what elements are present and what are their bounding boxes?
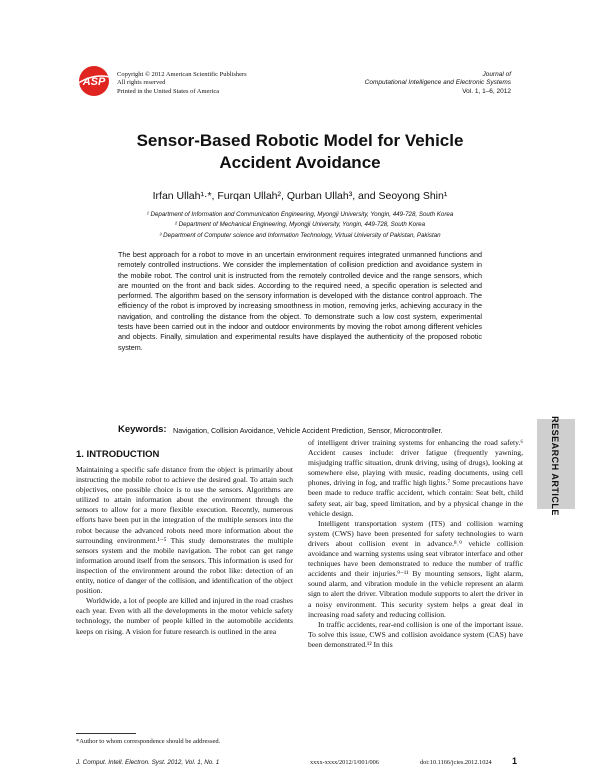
copyright-block: [117, 71, 247, 96]
column-right: [308, 438, 523, 650]
abstract: The best approach for a robot to move in an uncertain environment requires integrated unmanned functions and remotely controlled instructions. We consider the implementation of collision prediction and avoidance system in the mobile robot. The control unit is instructed from the remotely controlled device and the range sensors, which are mounted on the front and back sides. According to the required need, a specific operation is selected and performed. The algorithm based on the sensory information is developed with the distance control approach. The efficiency of the robot is improved by increasing smoothness in motion, removing jerks, achieving accuracy in the navigation, and controlling the distance from the object. To demonstrate such a low cost system, experimental tests have been carried out in the indoor and outdoor environments by moving the robot among different vehicles and objects. Finally, simulation and experimental results have displayed the authenticity of the proposed robotic system.: [118, 250, 482, 352]
title-line-2: Accident Avoidance: [219, 153, 381, 172]
journal-block: [365, 71, 511, 96]
logo-text: ASP: [82, 76, 106, 88]
paragraph: In traffic accidents, rear-end collision is one of the important issue. To solve this issue, CWS and collision avoidance system (CAS) have been demonstrated.¹² In this: [308, 619, 523, 649]
title-line-1: Sensor-Based Robotic Model for Vehicle: [136, 131, 464, 150]
section-heading: 1. INTRODUCTION: [76, 449, 160, 460]
affiliation-1: ¹ Department of Information and Communication Engineering, Myongji University, Yongin, 449-728, South Korea: [146, 211, 454, 218]
footnote-rule: [76, 733, 136, 734]
journal-name: Computational Intelligence and Electronic Systems: [364, 79, 511, 87]
keywords-label: Keywords:: [118, 424, 167, 435]
article-title: [0, 130, 600, 174]
affiliations: [0, 210, 600, 241]
affiliation-2: ² Department of Mechanical Engineering, Myongji University, Yongin, 449-728, South Korea: [174, 221, 426, 229]
column-left: [76, 465, 293, 637]
footer-issn: xxxx-xxxx/2012/1/001/006: [310, 759, 379, 766]
page-number: 1: [512, 756, 518, 766]
paragraph: Maintaining a specific safe distance from the object is primarily about instructing the mobile robot to achieve the desired goal. To attain such objectives, one possible choice is to use the sensors. Algorithms are utilized to attain information about the environment through the sensors to allow for a more flexible execution. Recently, numerous efforts have been put in the integration of the multiple sensors into the robot because the advanced robots need more information about the surrounding environment.¹⁻⁵ This study demonstrates the multiple sensors system and the mobile navigation. The robot can get range information around itself from the sensors. This information is used for inspection of the environment around the robot like: detection of an entity, notice of danger of the collision, and identification of the object position.: [76, 465, 293, 596]
volume-line: Vol. 1, 1–6, 2012: [462, 87, 511, 95]
footer-journal-ref: J. Comput. Intell. Electron. Syst. 2012, Vol. 1, No. 1: [76, 759, 220, 766]
footer-doi: doi:10.1166/jcies.2012.1024: [420, 759, 492, 766]
journal-label: Journal of: [482, 71, 511, 78]
paragraph: Worldwide, a lot of people are killed and injured in the road crashes each year. Even with all the developments in the motor vehicle safety technology, the number of people killed in the automobile accidents keeps on rising. A vision for future research is outlined in the area: [76, 596, 293, 636]
paragraph: of intelligent driver training systems for enhancing the road safety.⁶ Accident causes include: driver fatigue (frequently yawning, misjudging traffic situation, drunk driving, using of drugs), looking at somewhere else, playing with music, reading documents, using cell phones, driving in fog, and traffic high lights.⁷ Some precautions have been made to reduce traffic accident, which contain: Seat belt, child safety seat, air bag, speed limitation, and by a physical change in the vehicle design.: [308, 438, 523, 518]
copyright-line: Copyright © 2012 American Scientific Publishers: [117, 71, 247, 78]
rights-line: All rights reserved: [117, 79, 166, 87]
printed-line: Printed in the United States of America: [117, 87, 220, 95]
research-article-tab: [537, 416, 575, 516]
authors: Irfan Ullah¹·*, Furqan Ullah², Qurban Ullah³, and Seoyong Shin¹: [152, 190, 448, 202]
paragraph: Intelligent transportation system (ITS) and collision warning system (CWS) have been presented for safety technologies to warn drivers about collision event in advance.⁸˒⁹ vehicle collision avoidance and warning systems using seat vibrator interface and other techniques have been demonstrated to reduce the number of traffic accidents and their injuries.⁹⁻¹¹ By mounting sensors, light alarm, sound alarm, and vibration module in the vehicle represent an alarm sign to alert the driver. Vibration module supports to alert the driver in a noisy environment. This security system helps a great deal in increasing road safety and reducing collision.: [308, 518, 523, 619]
keywords: Navigation, Collision Avoidance, Vehicle Accident Prediction, Sensor, Microcontroller.: [173, 426, 443, 435]
affiliation-3: ³ Department of Computer science and Information Technology, Virtual University of Pakistan, Pakistan: [159, 231, 441, 239]
footnote: *Author to whom correspondence should be addressed.: [76, 738, 221, 745]
tab-label: RESEARCH ARTICLE: [550, 416, 560, 516]
publisher-logo: [75, 64, 115, 98]
